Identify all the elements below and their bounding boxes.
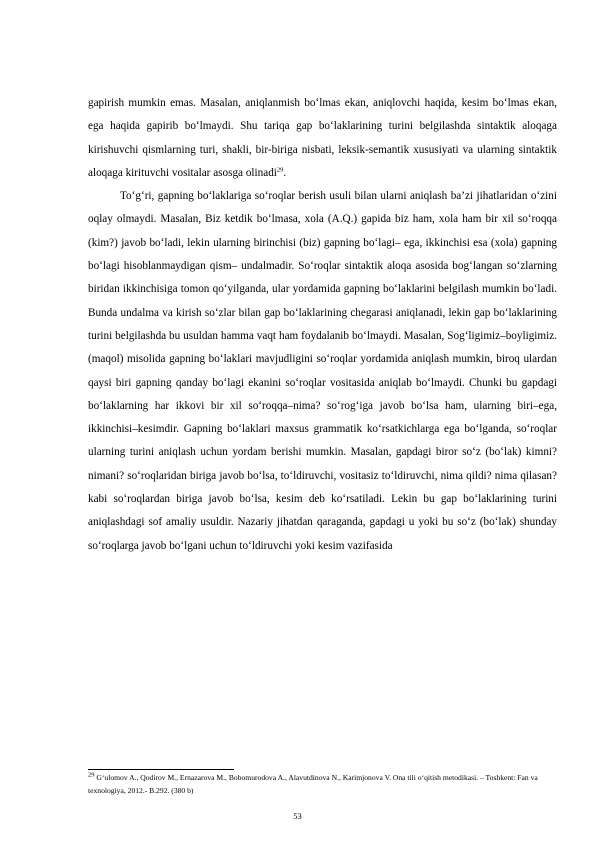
paragraph-1-text: gapirish mumkin emas. Masalan, aniqlanmish bo‘lmas ekan, aniqlovchi haqida, kesim bo‘lmas ekan, ega haqida gapirib bo‘lmaydi. Shu tariqa gap bo‘laklarining turini belgilashda sintaktik aloqaga kirishuvchi qismlarning turi, shakli, bir-biriga nisbati, leksik-semantik xususiyati va ularning sintaktik aloqaga kirituvchi vositalar asosga olinadi	[88, 97, 557, 179]
page-number: 53	[293, 811, 302, 821]
paragraph-1-tail: .	[283, 166, 287, 179]
footnote	[88, 772, 557, 797]
paragraph-1	[88, 92, 557, 185]
body-text	[88, 92, 557, 558]
footnote-divider	[88, 769, 234, 770]
footnote-text: G‘ulomov A., Qodirov M., Ernazarova M., Bobomurodova A., Alavutdinova N., Karimjonova V. Ona tili o‘qitish metodikasi. – Toshkent: Fan va texnologiya, 2012.- B.292. (380 b)	[88, 773, 538, 795]
footnote-number: 29	[88, 771, 95, 779]
footnote-reference: 29	[276, 166, 284, 174]
paragraph-2: To‘g‘ri, gapning bo‘laklariga so‘roqlar berish usuli bilan ularni aniqlash ba’zi jihatlaridan o‘zini oqlay olmaydi. Masalan, Biz ketdik bo‘lmasa, xola (A.Q.) gapida biz ham, xola ham bir xil so‘roqqa (kim?) javob bo‘ladi, lekin ularning birinchisi (biz) gapning bo‘lagi– ega, ikkinchisi esa (xola) gapning bo‘lagi hisoblanmaydigan qism– undalmadir. So‘roqlar sintaktik aloqa asosida bog‘langan so‘zlarning biridan ikkinchisiga tomon qo‘yilganda, ular yordamida gapning bo‘laklarini belgilash mumkin bo‘ladi. Bunda undalma va kirish so‘zlar bilan gap bo‘laklarining chegarasi aniqlanadi, lekin gap bo‘laklarining turini belgilashda bu usuldan hamma vaqt ham foydalanib bo‘lmaydi. Masalan, Sog‘ligimiz–boyligimiz. (maqol) misolida gapning bo‘laklari mavjudligini so‘roqlar yordamida aniqlash mumkin, biroq ulardan qaysi biri gapning qanday bo‘lagi ekanini so‘roqlar vositasida aniqlab bo‘lmaydi. Chunki bu gapdagi bo‘laklarning har ikkovi bir xil so‘roqqa–nima? so‘rog‘iga javob bo‘lsa ham, ularning biri–ega, ikkinchisi–kesimdir. Gapning bo‘laklari maxsus grammatik ko‘rsatkichlarga ega bo‘lganda, so‘roqlar ularning turini aniqlash uchun yordam berishi mumkin. Masalan, gapdagi biror so‘z (bo‘lak) kimni? nimani? so‘roqlaridan biriga javob bo‘lsa, to‘ldiruvchi, vositasiz to‘ldiruvchi, nima qildi? nima qilasan? kabi so‘roqlardan biriga javob bo‘lsa, kesim deb ko‘rsatiladi. Lekin bu gap bo‘laklarining turini aniqlashdagi sof amaliy usuldir. Nazariy jihatdan qaraganda, gapdagi u yoki bu so‘z (bo‘lak) shunday so‘roqlarga javob bo‘lgani uchun to‘ldiruvchi yoki kesim vazifasida	[88, 190, 557, 552]
